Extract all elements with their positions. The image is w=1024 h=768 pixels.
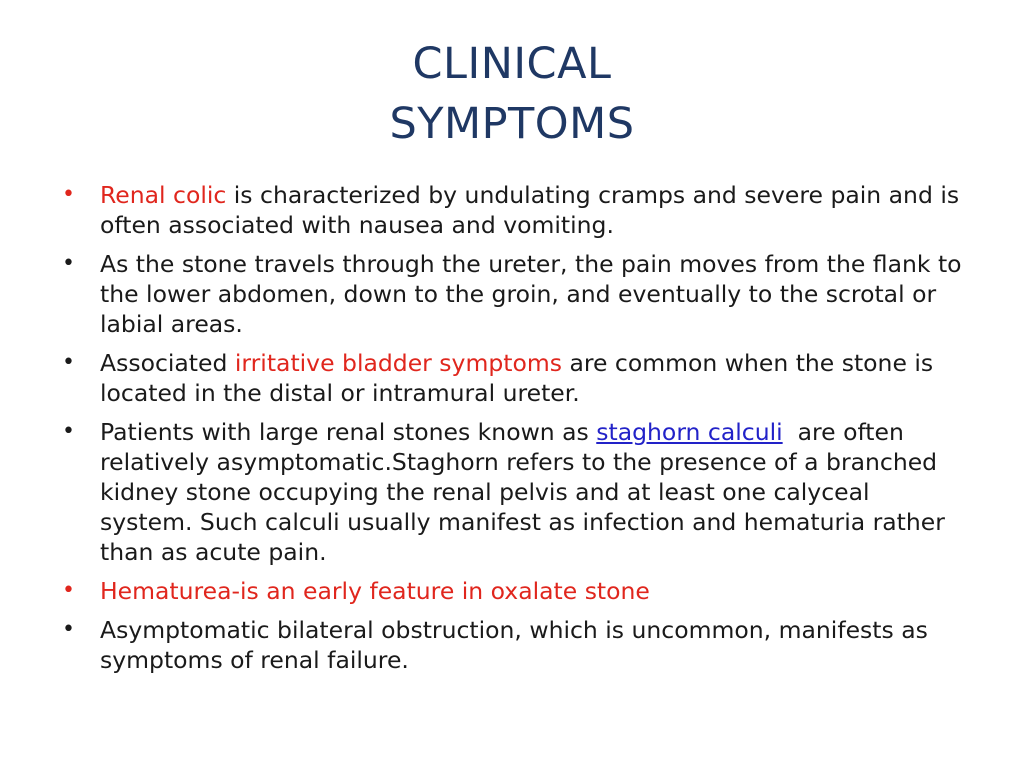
bullet-marker: • (62, 578, 75, 603)
item-text: is characterized by undulating cramps and severe pain and is often associated with nausea and vomiting. (100, 181, 960, 239)
bullet-marker: • (62, 419, 75, 444)
bullet-item-hematurea (62, 576, 962, 606)
staghorn-calculi-link[interactable]: staghorn calculi (596, 418, 783, 446)
highlight-hematurea: Hematurea-is an early feature in oxalate stone (100, 577, 650, 605)
item-text-suffix: are often relatively asymptomatic.Staghorn refers to the presence of a branched kidney stone occupying the renal pelvis and at least one calyceal system. Such calculi usually manifest as infection and hematuria rather than as acute pain. (100, 418, 953, 566)
bullet-item-staghorn (62, 417, 962, 567)
highlight-renal-colic: Renal colic (100, 181, 227, 209)
bullet-item-stone-travel (62, 249, 962, 339)
bullet-item-bladder-symptoms (62, 348, 962, 408)
title-line-1: CLINICAL (412, 39, 612, 89)
bullet-item-renal-colic (62, 180, 962, 240)
bullet-marker: • (62, 251, 75, 276)
item-text-prefix: Associated (100, 349, 235, 377)
bullet-marker: • (62, 350, 75, 375)
bullet-marker: • (62, 182, 75, 207)
item-text: As the stone travels through the ureter, the pain moves from the flank to the lower abdomen, down to the groin, and eventually to the scrotal or labial areas. (100, 250, 962, 338)
highlight-irritative-bladder-symptoms: irritative bladder symptoms (234, 349, 562, 377)
item-text-prefix: Patients with large renal stones known as (100, 418, 597, 446)
item-text: Asymptomatic bilateral obstruction, which is uncommon, manifests as symptoms of renal failure. (100, 616, 928, 674)
bullet-list (62, 180, 962, 684)
slide-title (0, 34, 1024, 154)
bullet-item-bilateral-obstruction (62, 615, 962, 675)
item-text-suffix: are common when the stone is located in the distal or intramural ureter. (100, 349, 934, 407)
bullet-marker: • (62, 617, 75, 642)
title-line-2: SYMPTOMS (389, 99, 635, 149)
